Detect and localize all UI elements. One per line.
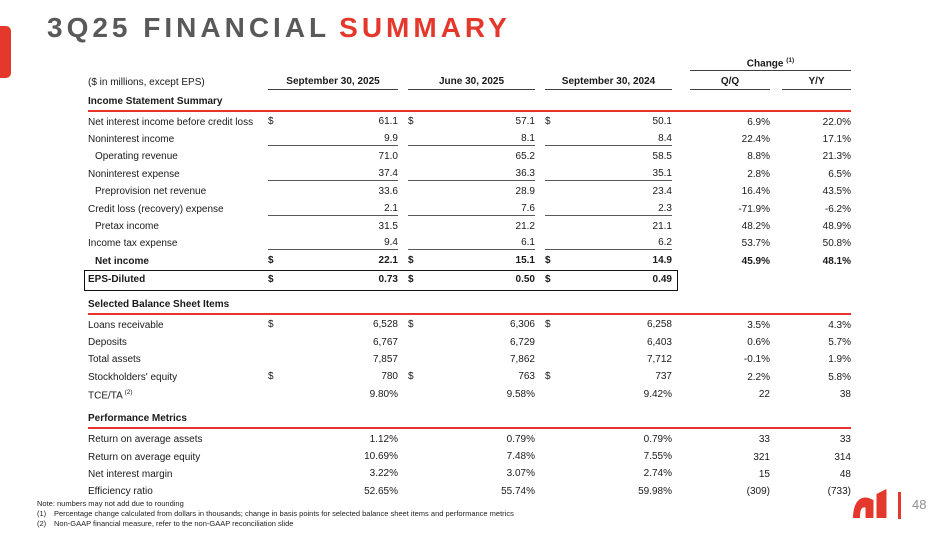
dollar-sign: $ xyxy=(268,255,274,267)
dollar-sign xyxy=(268,151,274,162)
value-number: 3.22% xyxy=(369,468,398,480)
dollar-sign xyxy=(545,451,551,462)
value-number: 7,862 xyxy=(509,353,535,365)
value-number: 0.50 xyxy=(515,273,535,285)
section-header: Selected Balance Sheet Items xyxy=(88,296,851,315)
dollar-sign xyxy=(408,133,414,144)
value-number: 8.4 xyxy=(658,133,672,145)
table-row xyxy=(88,183,851,200)
value-cell xyxy=(268,221,398,233)
value-cell xyxy=(268,337,398,349)
value-cell xyxy=(268,389,398,401)
column-header-row xyxy=(88,73,851,90)
dollar-sign xyxy=(408,451,414,462)
value-number: 6.1 xyxy=(521,237,535,249)
dollar-sign xyxy=(408,468,414,479)
change-qq-cell: 22 xyxy=(758,389,770,401)
footnote-1 xyxy=(37,509,514,519)
dollar-sign: $ xyxy=(545,371,551,383)
value-cell xyxy=(408,468,535,480)
table-row xyxy=(88,483,851,500)
footnote-2 xyxy=(37,519,514,529)
value-cell xyxy=(408,451,535,463)
value-number: 65.2 xyxy=(515,150,535,162)
value-cell xyxy=(408,151,535,163)
change-yy-cell: 5.7% xyxy=(828,337,851,349)
page-number: 48 xyxy=(912,497,927,512)
value-cell xyxy=(268,133,398,146)
dollar-sign xyxy=(408,186,414,197)
unit-label: ($ in millions, except EPS) xyxy=(88,77,205,88)
change-qq-cell: 0.6% xyxy=(747,337,770,349)
table-row xyxy=(88,317,851,334)
dollar-sign xyxy=(545,354,551,365)
value-cell xyxy=(268,186,398,198)
value-cell xyxy=(268,434,398,446)
value-number: 2.1 xyxy=(384,202,398,214)
value-number: 21.1 xyxy=(652,220,672,232)
page-title xyxy=(47,12,511,44)
change-qq-cell: 6.9% xyxy=(747,116,770,128)
change-yy-cell: 33 xyxy=(839,434,851,446)
dollar-sign xyxy=(408,354,414,365)
value-cell xyxy=(408,389,535,401)
dollar-sign xyxy=(268,486,274,497)
value-cell xyxy=(408,237,535,250)
value-number: 2.3 xyxy=(658,202,672,214)
section-header: Performance Metrics xyxy=(88,410,851,429)
change-qq-cell: 53.7% xyxy=(741,238,770,250)
value-number: 15.1 xyxy=(515,255,535,267)
value-number: 6,767 xyxy=(372,336,398,348)
value-cell xyxy=(268,274,398,286)
change-yy-cell: 17.1% xyxy=(822,134,851,146)
change-yy-cell: 5.8% xyxy=(828,371,851,383)
table-row xyxy=(88,448,851,465)
change-qq-cell: 48.2% xyxy=(741,221,770,233)
value-number: 23.4 xyxy=(652,185,672,197)
value-cell xyxy=(408,116,535,128)
dollar-sign xyxy=(545,468,551,479)
value-cell xyxy=(408,337,535,349)
table-row xyxy=(88,253,851,270)
row-label: Deposits xyxy=(88,337,127,349)
value-number: 763 xyxy=(518,371,535,383)
dollar-sign xyxy=(268,468,274,479)
value-number: 3.07% xyxy=(506,468,535,480)
change-yy-cell: 50.8% xyxy=(822,238,851,250)
row-label: Net income xyxy=(95,255,149,267)
change-qq-cell: (309) xyxy=(746,486,770,498)
value-number: 8.1 xyxy=(521,133,535,145)
title-text-red: SUMMARY xyxy=(339,12,511,43)
value-number: 9.58% xyxy=(506,388,535,400)
value-cell xyxy=(545,354,672,366)
dollar-sign xyxy=(545,237,551,248)
value-cell xyxy=(408,486,535,498)
dollar-sign xyxy=(408,151,414,162)
dollar-sign xyxy=(545,168,551,179)
row-label: Net interest margin xyxy=(88,468,173,480)
change-yy-cell: 4.3% xyxy=(828,319,851,331)
value-number: 6,258 xyxy=(646,319,672,331)
dollar-sign xyxy=(268,434,274,445)
table-row xyxy=(88,148,851,165)
dollar-sign xyxy=(268,451,274,462)
value-cell xyxy=(408,168,535,181)
value-cell xyxy=(545,371,672,383)
value-number: 737 xyxy=(655,371,672,383)
dollar-sign: $ xyxy=(408,116,414,128)
row-label: Return on average equity xyxy=(88,451,201,463)
row-label: Preprovision net revenue xyxy=(95,186,207,198)
value-number: 7.48% xyxy=(506,451,535,463)
value-number: 35.1 xyxy=(652,167,672,179)
value-number: 57.1 xyxy=(515,116,535,128)
value-cell xyxy=(545,486,672,498)
row-label: Credit loss (recovery) expense xyxy=(88,203,224,215)
table-row xyxy=(88,466,851,483)
value-number: 10.69% xyxy=(364,451,398,463)
value-cell xyxy=(268,319,398,331)
change-qq-cell: 8.8% xyxy=(747,151,770,163)
dollar-sign xyxy=(268,221,274,232)
column-header-qq: Q/Q xyxy=(690,76,770,90)
change-qq-cell: 3.5% xyxy=(747,319,770,331)
value-number: 9.80% xyxy=(369,388,398,400)
change-yy-cell: 48.9% xyxy=(822,221,851,233)
change-yy-cell: (733) xyxy=(827,486,851,498)
value-number: 7.55% xyxy=(643,451,672,463)
footnote-1-text: Percentage change calculated from dollars in thousands; change in basis points for selected balance sheet items and performance metrics xyxy=(54,508,514,518)
dollar-sign xyxy=(408,434,414,445)
value-number: 50.1 xyxy=(652,116,672,128)
value-cell xyxy=(545,468,672,480)
value-cell xyxy=(268,371,398,383)
financial-summary-table xyxy=(88,57,851,501)
dollar-sign: $ xyxy=(408,273,414,285)
dollar-sign xyxy=(268,389,274,400)
column-header-sep-2025: September 30, 2025 xyxy=(268,76,398,90)
table-row xyxy=(88,218,851,235)
change-yy-cell: 48.1% xyxy=(822,255,851,267)
dollar-sign xyxy=(408,337,414,348)
value-number: 0.73 xyxy=(378,273,398,285)
value-cell xyxy=(545,434,672,446)
change-yy-cell: 22.0% xyxy=(822,116,851,128)
value-cell xyxy=(408,133,535,146)
value-number: 2.74% xyxy=(643,468,672,480)
row-label: Loans receivable xyxy=(88,319,164,331)
value-cell xyxy=(545,133,672,146)
value-cell xyxy=(268,151,398,163)
value-cell xyxy=(545,274,672,286)
dollar-sign xyxy=(545,186,551,197)
dollar-sign xyxy=(408,221,414,232)
dollar-sign: $ xyxy=(545,255,551,267)
dollar-sign: $ xyxy=(545,273,551,285)
value-cell xyxy=(268,203,398,216)
value-cell xyxy=(545,237,672,250)
dollar-sign xyxy=(408,168,414,179)
table-body xyxy=(88,93,851,501)
dollar-sign: $ xyxy=(545,319,551,331)
value-number: 6,403 xyxy=(646,336,672,348)
dollar-sign xyxy=(545,389,551,400)
dollar-sign xyxy=(268,337,274,348)
value-number: 7,712 xyxy=(646,353,672,365)
value-cell xyxy=(545,319,672,331)
dollar-sign xyxy=(545,151,551,162)
value-number: 6,729 xyxy=(509,336,535,348)
dollar-sign xyxy=(268,203,274,214)
value-cell xyxy=(545,389,672,401)
change-yy-cell: 6.5% xyxy=(828,168,851,180)
row-label: Operating revenue xyxy=(95,151,178,163)
value-cell xyxy=(545,116,672,128)
change-qq-cell: 45.9% xyxy=(741,255,770,267)
change-qq-cell: -71.9% xyxy=(738,203,770,215)
change-yy-cell: 48 xyxy=(839,468,851,480)
dollar-sign xyxy=(408,203,414,214)
value-cell xyxy=(268,168,398,181)
footnote-rounding: Note: numbers may not add due to rounding xyxy=(37,499,184,508)
value-cell xyxy=(545,186,672,198)
value-cell xyxy=(545,168,672,181)
section-header: Income Statement Summary xyxy=(88,93,851,112)
value-number: 33.6 xyxy=(378,185,398,197)
value-cell xyxy=(408,186,535,198)
dollar-sign: $ xyxy=(408,319,414,331)
change-qq-cell: 321 xyxy=(753,451,770,463)
dollar-sign: $ xyxy=(408,371,414,383)
value-cell xyxy=(268,451,398,463)
row-label: Noninterest expense xyxy=(88,168,180,180)
footnote-2-text: Non-GAAP financial measure, refer to the non-GAAP reconciliation slide xyxy=(54,518,294,528)
row-label-footnote-marker: (2) xyxy=(122,388,133,396)
value-cell xyxy=(268,116,398,128)
value-cell xyxy=(268,354,398,366)
value-cell xyxy=(408,354,535,366)
value-number: 14.9 xyxy=(652,255,672,267)
column-header-jun-2025: June 30, 2025 xyxy=(408,76,535,90)
change-header-label: Change xyxy=(746,58,784,70)
dollar-sign xyxy=(545,434,551,445)
table-row xyxy=(88,200,851,217)
dollar-sign xyxy=(545,203,551,214)
value-number: 7,857 xyxy=(372,353,398,365)
footnote-1-number: (1) xyxy=(37,508,47,518)
company-logo-icon xyxy=(851,487,891,525)
dollar-sign: $ xyxy=(268,319,274,331)
value-number: 36.3 xyxy=(515,167,535,179)
change-yy-cell: 21.3% xyxy=(822,151,851,163)
footer-divider xyxy=(898,492,901,519)
value-number: 61.1 xyxy=(378,116,398,128)
value-number: 31.5 xyxy=(378,220,398,232)
value-number: 59.98% xyxy=(638,485,672,497)
value-number: 6,306 xyxy=(509,319,535,331)
dollar-sign: $ xyxy=(268,116,274,128)
title-text-gray: 3Q25 FINANCIAL xyxy=(47,12,331,43)
value-cell xyxy=(545,203,672,216)
value-number: 0.79% xyxy=(506,433,535,445)
value-cell xyxy=(408,371,535,383)
table-row xyxy=(88,166,851,183)
value-cell xyxy=(268,237,398,250)
value-cell xyxy=(545,151,672,163)
change-qq-cell: 22.4% xyxy=(741,134,770,146)
table-row xyxy=(88,131,851,148)
dollar-sign xyxy=(268,354,274,365)
value-number: 37.4 xyxy=(378,167,398,179)
dollar-sign xyxy=(268,237,274,248)
dollar-sign xyxy=(545,337,551,348)
column-header-yy: Y/Y xyxy=(782,76,851,90)
row-label: EPS-Diluted xyxy=(88,274,146,286)
value-number: 6.2 xyxy=(658,237,672,249)
table-row xyxy=(88,114,851,131)
change-qq-cell: 2.2% xyxy=(747,371,770,383)
dollar-sign xyxy=(408,389,414,400)
table-row xyxy=(88,270,851,289)
value-cell xyxy=(408,221,535,233)
value-cell xyxy=(545,221,672,233)
footnotes xyxy=(37,499,514,529)
value-cell xyxy=(408,255,535,267)
accent-tab xyxy=(0,26,11,78)
row-label: TCE/TA $^{(2)}$ xyxy=(88,388,133,401)
dollar-sign xyxy=(408,237,414,248)
dollar-sign xyxy=(408,486,414,497)
value-number: 1.12% xyxy=(369,433,398,445)
value-cell xyxy=(408,203,535,216)
dollar-sign xyxy=(545,133,551,144)
value-number: 58.5 xyxy=(652,150,672,162)
table-row xyxy=(88,431,851,448)
row-label: Pretax income xyxy=(95,221,159,233)
value-number: 780 xyxy=(381,371,398,383)
change-qq-cell: 33 xyxy=(758,434,770,446)
value-number: 9.42% xyxy=(643,388,672,400)
row-label: Income tax expense xyxy=(88,238,178,250)
value-number: 9.9 xyxy=(384,133,398,145)
value-cell xyxy=(408,319,535,331)
change-yy-cell: 1.9% xyxy=(828,354,851,366)
value-number: 7.6 xyxy=(521,202,535,214)
dollar-sign xyxy=(268,168,274,179)
change-yy-cell: 43.5% xyxy=(822,186,851,198)
table-row xyxy=(88,351,851,368)
value-number: 22.1 xyxy=(378,255,398,267)
value-cell xyxy=(545,255,672,267)
value-cell xyxy=(268,255,398,267)
change-yy-cell: 314 xyxy=(834,451,851,463)
value-number: 9.4 xyxy=(384,237,398,249)
value-number: 71.0 xyxy=(378,150,398,162)
value-cell xyxy=(268,468,398,480)
value-cell xyxy=(545,337,672,349)
value-number: 0.79% xyxy=(643,433,672,445)
change-qq-cell: -0.1% xyxy=(743,354,770,366)
column-header-sep-2024: September 30, 2024 xyxy=(545,76,672,90)
dollar-sign xyxy=(268,186,274,197)
value-cell xyxy=(408,434,535,446)
row-label: Stockholders' equity xyxy=(88,371,178,383)
table-row xyxy=(88,386,851,403)
value-cell xyxy=(268,486,398,498)
table-row xyxy=(88,334,851,351)
row-label: Efficiency ratio xyxy=(88,486,153,498)
row-label: Total assets xyxy=(88,354,141,366)
change-qq-cell: 2.8% xyxy=(747,168,770,180)
value-number: 55.74% xyxy=(501,485,535,497)
dollar-sign xyxy=(545,486,551,497)
change-yy-cell: -6.2% xyxy=(824,203,851,215)
table-row xyxy=(88,369,851,386)
footnote-2-number: (2) xyxy=(37,518,47,528)
change-header-row xyxy=(88,57,851,71)
dollar-sign xyxy=(268,133,274,144)
value-number: 6,528 xyxy=(372,319,398,331)
dollar-sign: $ xyxy=(545,116,551,128)
value-cell xyxy=(408,274,535,286)
change-footnote-marker: (1) xyxy=(786,57,795,64)
dollar-sign: $ xyxy=(408,255,414,267)
row-label: Noninterest income xyxy=(88,134,175,146)
table-row xyxy=(88,235,851,252)
value-number: 21.2 xyxy=(515,220,535,232)
change-qq-cell: 15 xyxy=(758,468,770,480)
dollar-sign: $ xyxy=(268,371,274,383)
value-cell xyxy=(545,451,672,463)
change-yy-cell: 38 xyxy=(839,389,851,401)
value-number: 28.9 xyxy=(515,185,535,197)
row-label: Return on average assets xyxy=(88,434,203,446)
dollar-sign: $ xyxy=(268,273,274,285)
dollar-sign xyxy=(545,221,551,232)
change-header xyxy=(690,57,851,71)
value-number: 52.65% xyxy=(364,485,398,497)
row-label: Net interest income before credit loss xyxy=(88,116,254,128)
change-qq-cell: 16.4% xyxy=(741,186,770,198)
value-number: 0.49 xyxy=(652,273,672,285)
